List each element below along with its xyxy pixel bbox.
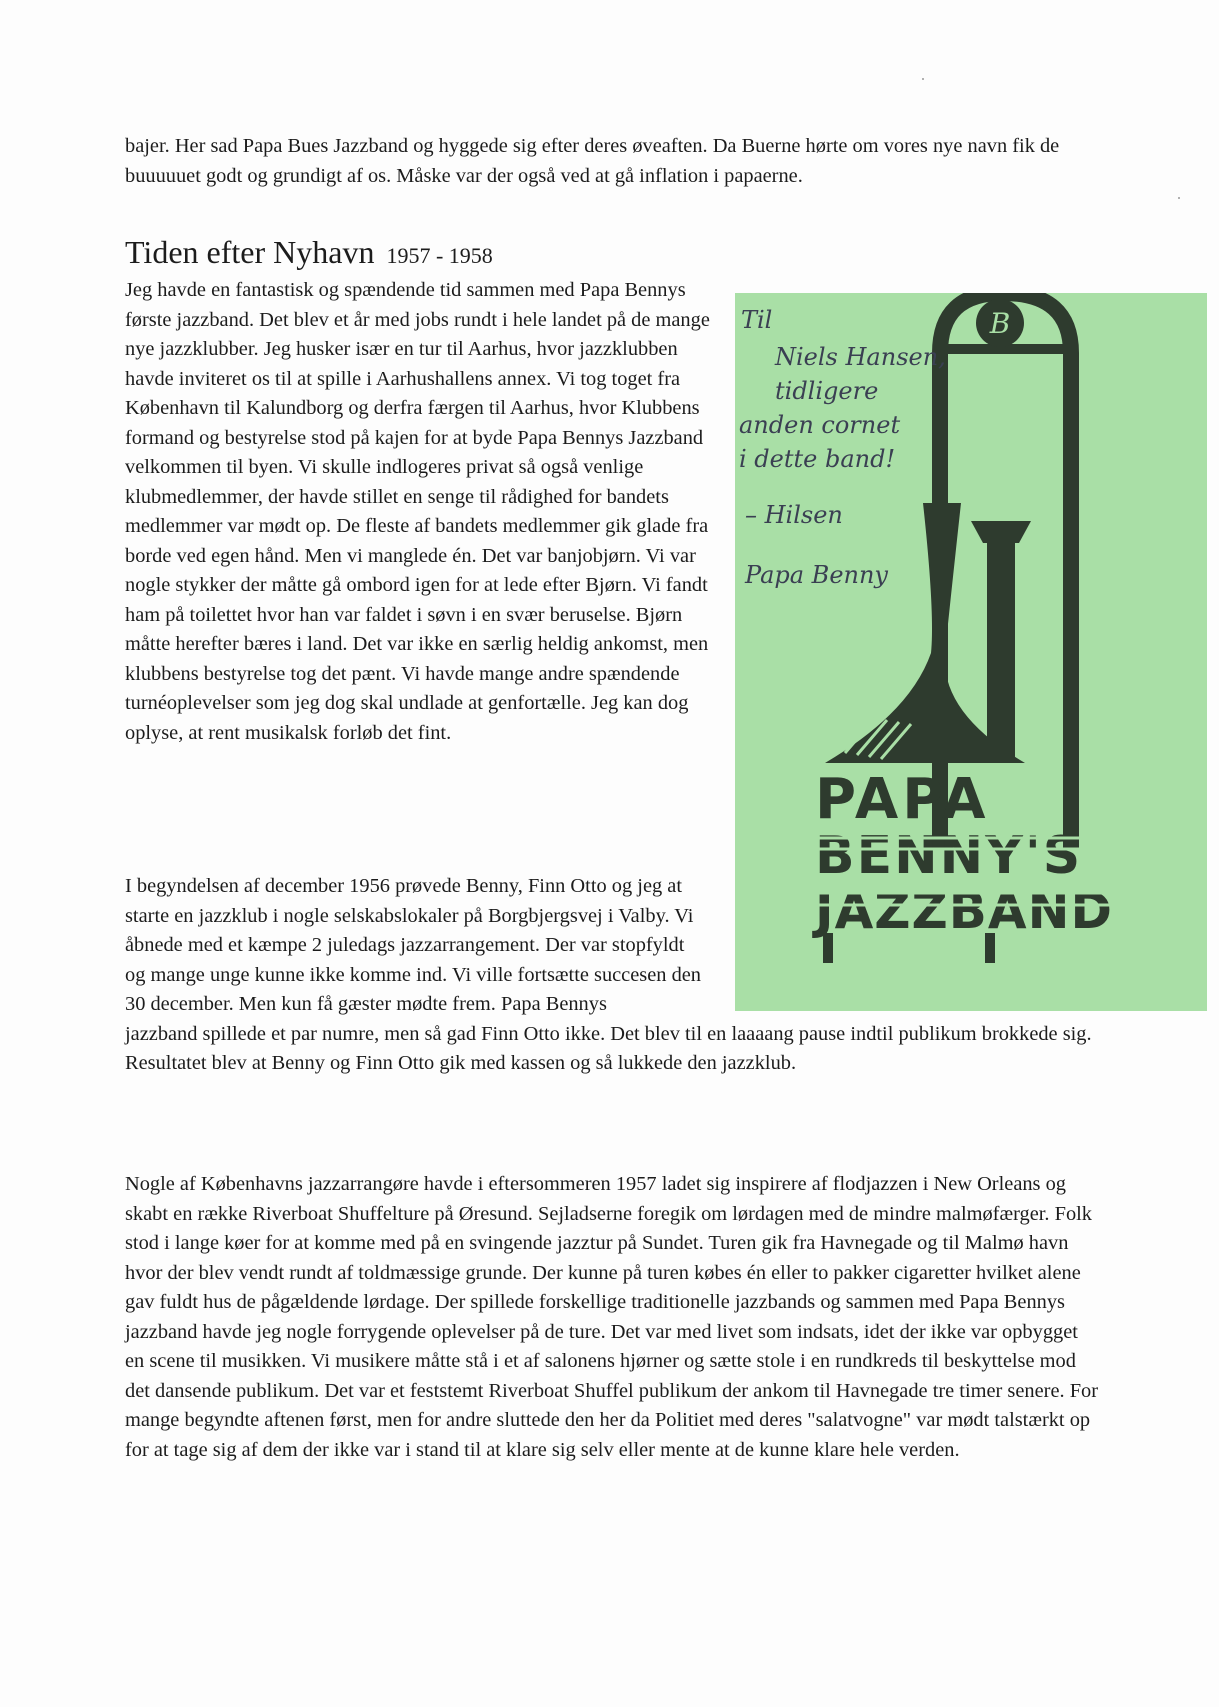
scan-speck — [1178, 197, 1180, 199]
papa-bennys-jazzband-poster — [735, 293, 1207, 1011]
scan-speck — [922, 78, 924, 80]
paragraph-aarhus-tour: Jeg havde en fantastisk og spændende tid sammen med Papa Bennys første jazzband. Det blev et år med jobs rundt i hele landet på de mange nye jazzklubber. Jeg husker især en tur til Aarhus, hvor jazzklubben havde inviteret os til at spille i Aarhushallens annex. Vi tog toget fra København til Kalundborg og derfra færgen til Aarhus, hvor Klubbens formand og bestyrelse stod på kajen for at byde Papa Bennys Jazzband velkommen til byen. Vi skulle indlogeres privat så også venlige klubmedlemmer, der havde stillet en senge til rådighed for bandets medlemmer var mødt op. De fleste af bandets medlemmer gik glade fra borde ved egen hånd. Men vi manglede én. Det var banjobjørn. Vi var nogle stykker der måtte gå ombord igen for at lede efter Bjørn. Vi fandt ham på toilettet hvor han var faldet i søvn i en svær beruselse. Bjørn måtte herefter bæres i land. Det var ikke en særlig heldig ankomst, men klubbens bestyrelse tog det pænt. Vi havde mange andre spændende turnéoplevelser som jeg dog skal undlade at genfortælle. Jeg kan dog oplyse, at rent musikalsk forløb det fint. — [125, 279, 710, 744]
handwriting-line-3: tidligere — [775, 377, 879, 405]
handwriting-line-5: i dette band! — [739, 445, 896, 473]
paragraph-riverboat-shuffle: Nogle af Københavns jazzarrangøre havde i eftersommeren 1957 ladet sig inspirere af flodjazzen i New Orleans og skabt en række Riverboat Shuffelture på Øresund. Sejladserne foregik om lørdagen med de mindre malmøfærger. Folk stod i lange køer for at komme med på en svingende jazztur på Sundet. Turen gik fra Havnegade og til Malmø havn hvor der blev vendt rundt af toldmæssige grunde. Der kunne på turen købes én eller to pakker cigaretter hvilket alene gav fuldt hus de pågældende lørdage. Der spillede forskellige traditionelle jazzbands og sammen med Papa Bennys jazzband havde jeg nogle forrygende oplevelser på de ture. Det var med livet som indsats, idet der ikke var opbygget en scene til musikken. Vi musikere måtte stå i et af salonens hjørner og sætte stole i en rundkreds til beskyttelse mod det dansende publikum. Det var et feststemt Riverboat Shuffel publikum der ankom til Havnegade tre timer senere. For mange begyndte aftenen først, men for andre sluttede den her da Politiet med deres "salatvogne" var mødt talstærkt op for at tage sig af dem der ikke var i stand til at klare sig selv eller mente at de kunne klare hele verden. — [125, 1173, 1099, 1461]
section-heading — [125, 232, 493, 276]
section-years: 1957 - 1958 — [386, 243, 493, 268]
poster-title-line-1: PAPA — [815, 767, 990, 832]
handwritten-dedication — [739, 306, 946, 589]
handwriting-line-1: Til — [741, 306, 773, 334]
poster-artwork — [735, 293, 1207, 1011]
mouthpiece — [971, 521, 1031, 543]
handwriting-line-4: anden cornet — [739, 411, 901, 439]
handwriting-line-6: – Hilsen — [745, 501, 843, 529]
poster-title-line-2: BENNY'S — [815, 826, 1083, 886]
section-title: Tiden efter Nyhavn — [125, 234, 375, 270]
handwriting-line-7: Papa Benny — [745, 561, 888, 589]
mouthpiece-tube — [987, 521, 1015, 761]
intro-paragraph: bajer. Her sad Papa Bues Jazzband og hyggede sig efter deres øveaften. Da Buerne hørte om vores nye navn fik de buuuuuet godt og grundigt af os. Måske var der også ved at gå inflation i papaerne. — [125, 135, 1060, 187]
poster-title-line-3: JAZZBAND — [815, 882, 1113, 940]
paragraph-jazzclub-valby-narrow: I begyndelsen af december 1956 prøvede Benny, Finn Otto og jeg at starte en jazzklub i nogle selskabslokaler på Borgbjergsvej i Valby. Vi åbnede med et kæmpe 2 juledags jazzarrangement. Der var stopfyldt og mange unge kunne ikke komme ind. Vi ville fortsætte succesen den 30 december. Men kun få gæster mødte frem. Papa Bennys — [125, 875, 702, 1015]
paragraph-jazzclub-valby-wide: jazzband spillede et par numre, men så gad Finn Otto ikke. Det blev til en laaaang pause indtil publikum brokkede sig. Resultatet blev at Benny og Finn Otto gik med kassen og så lukkede den jazzklub. — [125, 1022, 1092, 1074]
logo-letter: B — [989, 307, 1011, 340]
handwriting-line-2: Niels Hansen, — [775, 343, 946, 371]
